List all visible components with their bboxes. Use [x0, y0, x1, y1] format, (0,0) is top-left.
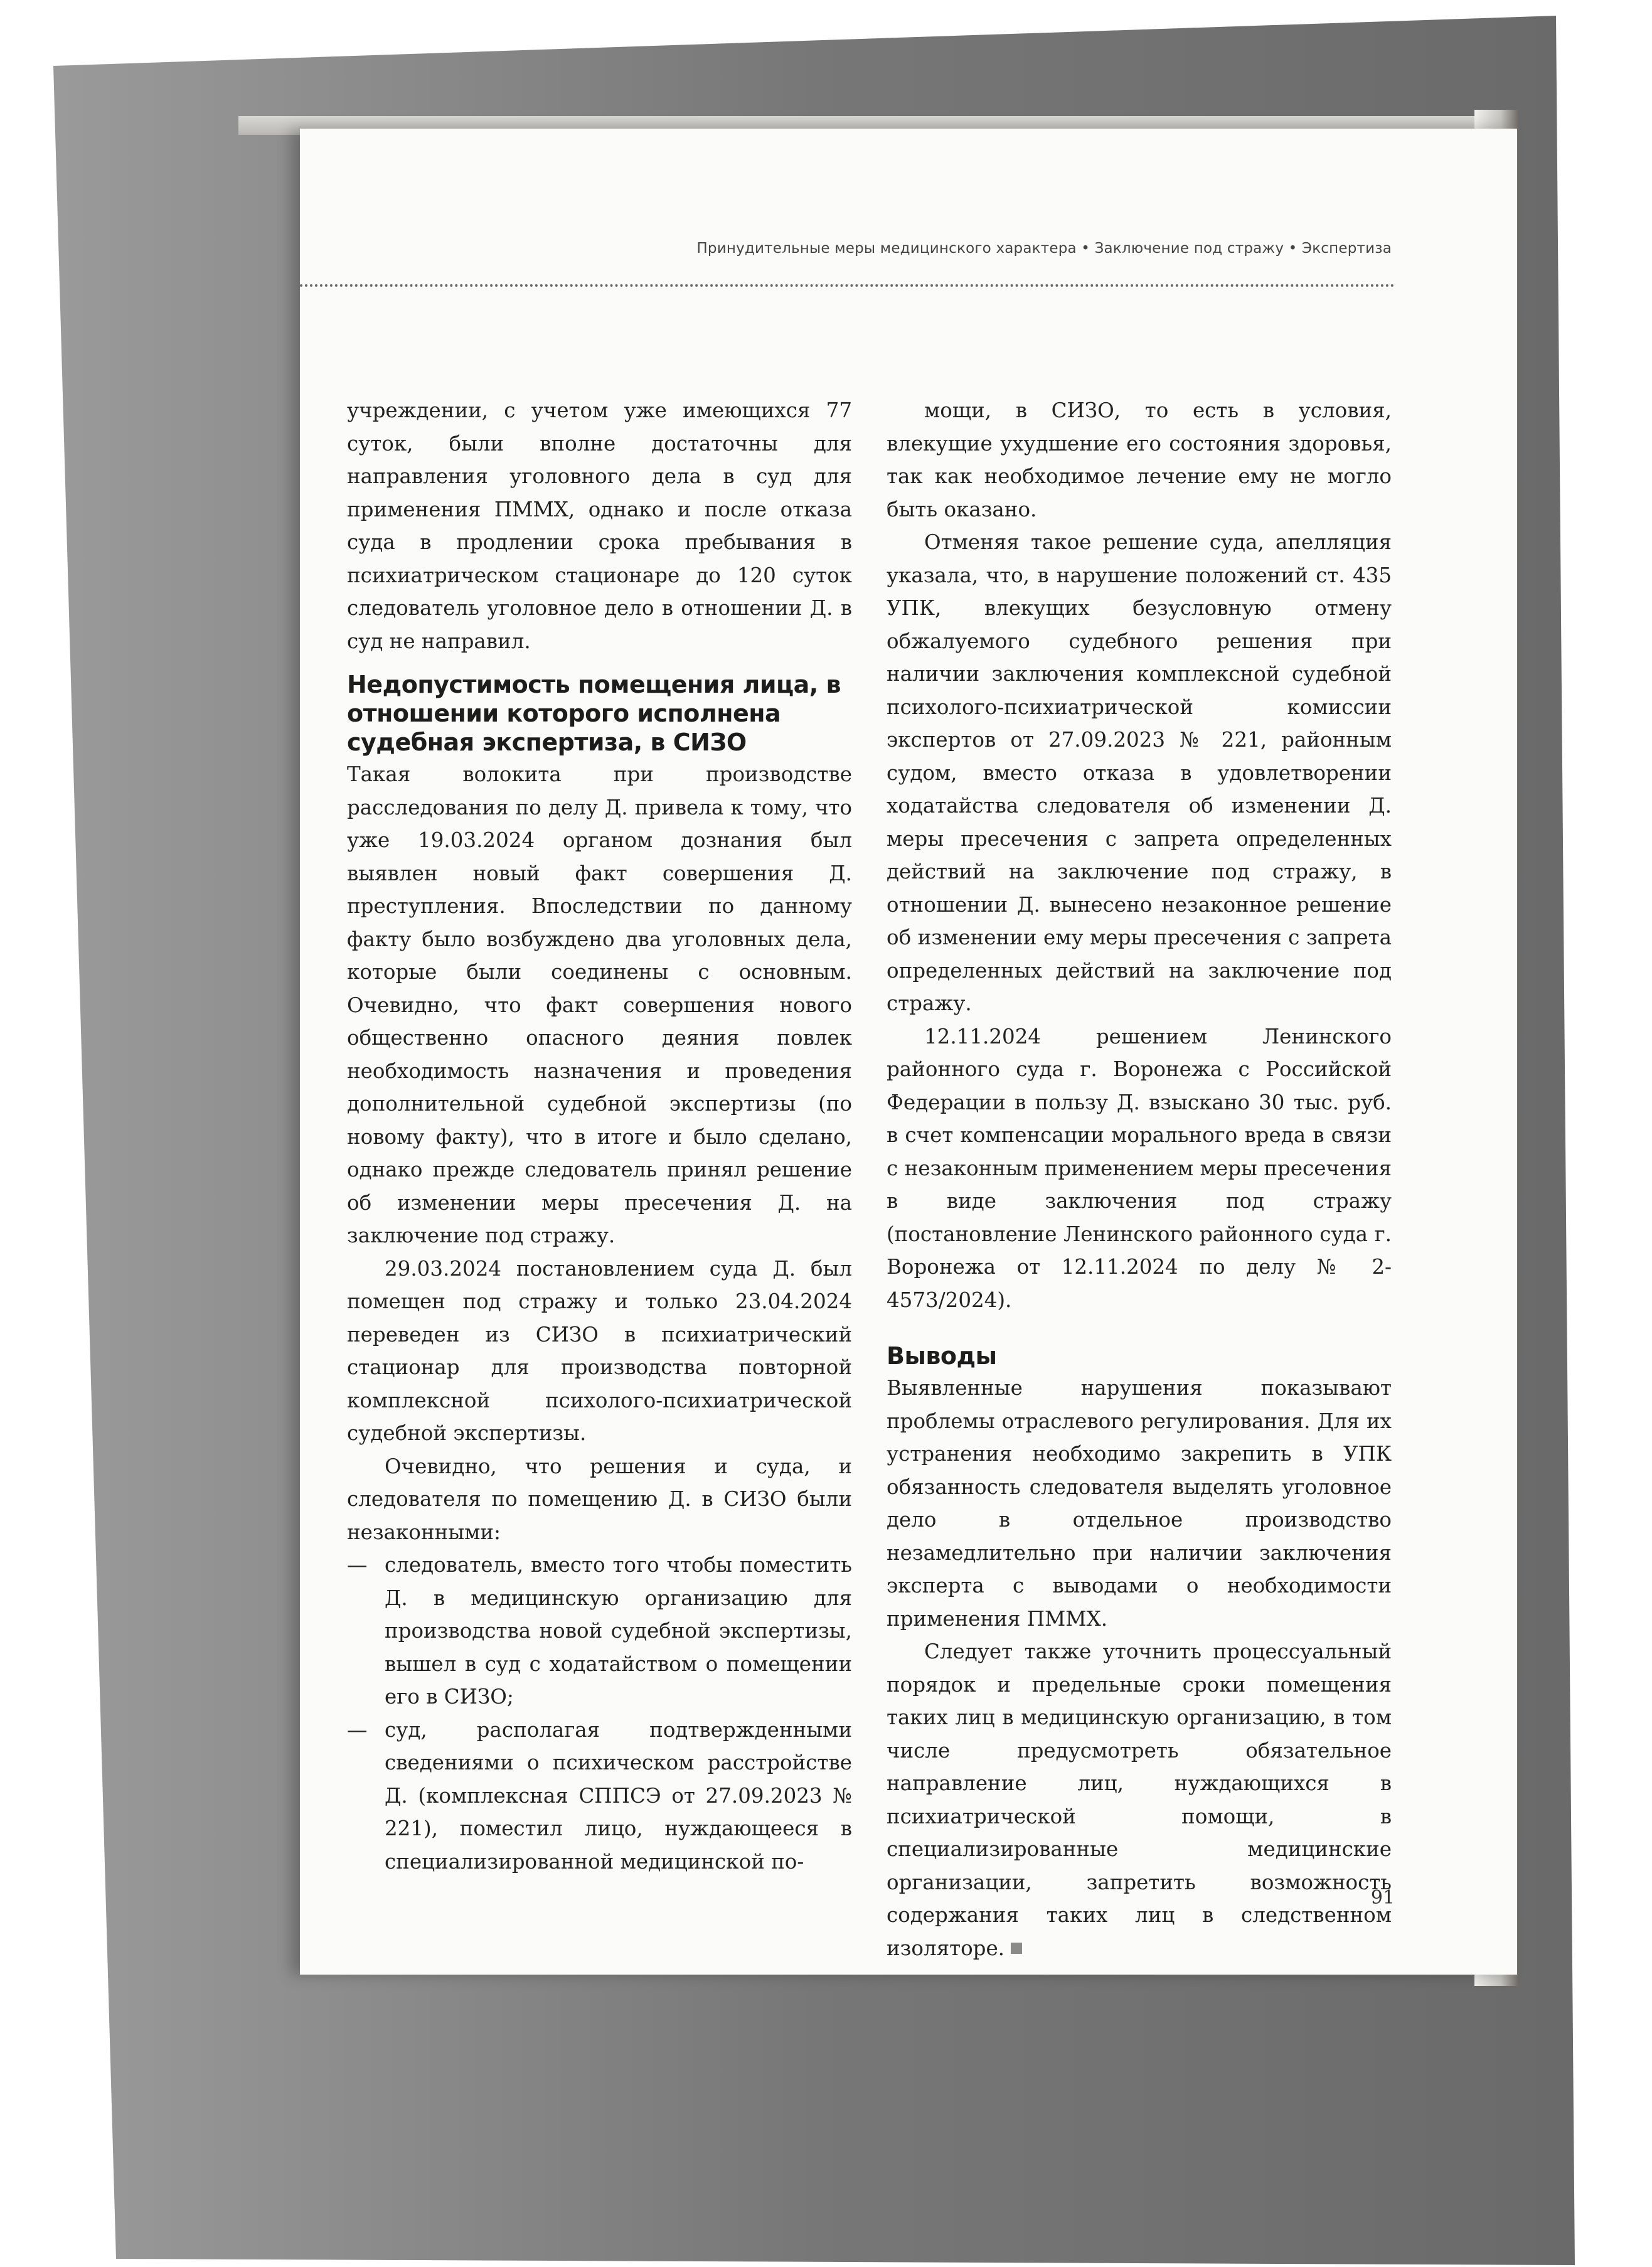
- running-head-rule: [300, 284, 1395, 287]
- paragraph: 12.11.2024 решением Ленинского районного суда г. Воронежа с Российской Федерации в пользу Д. взыскано 30 тыс. руб. в счет компенсации морального вреда в связи с незаконным применением меры пресечения в виде заключения под стражу (постановление Ленинского районного суда г. Воронежа от 12.11.2024 по делу № 2-4573/2024).: [887, 1024, 1392, 1312]
- list-item: [347, 1714, 852, 1879]
- left-column: [347, 394, 852, 1878]
- dash-list: [347, 1549, 852, 1878]
- paragraph: Такая волокита при производстве расследования по делу Д. привела к тому, что уже 19.03.2024 органом дознания был выявлен новый факт совершения Д. преступления. Впоследствии по данному факту было возбуждено два уголовных дела, которые были соединены с основным. Очевидно, что факт совершения нового общественно опасного деяния повлек необходимость назначения и проведения дополнительной судебной экспертизы (по новому факту), что в итоге и было сделано, однако прежде следователь принял решение об изменении меры пресечения Д. на заключение под стражу.: [347, 762, 852, 1247]
- list-item-text: следователь, вместо того чтобы поместить Д. в медицинскую организацию для производства новой судебной экспертизы, вышел в суд с ходатайством о помещении его в СИЗО;: [385, 1553, 852, 1709]
- page-number: 91: [1370, 1887, 1395, 1909]
- paragraph: Очевидно, что решения и суда, и следователя по помещению Д. в СИЗО были незаконными:: [347, 1454, 852, 1544]
- paragraph: учреждении, с учетом уже имеющихся 77 суток, были вполне достаточны для направления уголовного дела в суд для применения ПММХ, однако и после отказа суда в продлении срока пребывания в психиатрическом стационаре до 120 суток следователь уголовное дело в отношении Д. в суд не направил.: [347, 398, 852, 653]
- end-of-article-square-icon: [1011, 1943, 1022, 1954]
- paragraph: 29.03.2024 постановлением суда Д. был помещен под стражу и только 23.04.2024 переведен из СИЗО в психиатрический стационар для производства повторной комплексной психолого-психиатрической судебной экспертизы.: [347, 1256, 852, 1445]
- list-dash: —: [347, 1717, 368, 1742]
- section-heading: Недопустимость помещения лица, в отношении которого исполнена судебная экспертиза, в СИЗО: [347, 671, 841, 756]
- list-dash: —: [347, 1553, 368, 1577]
- paragraph: Отменяя такое решение суда, апелляция указала, что, в нарушение положений ст. 435 УПК, влекущих безусловную отмену обжалуемого судебного решения при наличии заключения комплексной судебной психолого-психиатрической комиссии экспертов от 27.09.2023 № 221, районным судом, вместо отказа в удовлетворении ходатайства следователя об изменении Д. меры пресечения с запрета определенных действий на заключение под стражу, в отношении Д. вынесено незаконное решение об изменении ему меры пресечения с запрета определенных действий на заключение под стражу.: [887, 530, 1392, 1015]
- paragraph: [887, 1635, 1392, 1965]
- paragraph: мощи, в СИЗО, то есть в условия, влекущие ухудшение его состояния здоровья, так как необходимое лечение ему не могло быть оказано.: [887, 398, 1392, 521]
- list-item-text: суд, располагая подтвержденными сведениями о психическом расстройстве Д. (комплексная СППСЭ от 27.09.2023 № 221), поместил лицо, нуждающееся в специализированной медицинской по-: [385, 1717, 852, 1874]
- running-head: Принудительные меры медицинского характера • Заключение под стражу • Экспертиза: [696, 240, 1392, 257]
- list-item: [347, 1549, 852, 1714]
- paragraph: Выявленные нарушения показывают проблемы отраслевого регулирования. Для их устранения необходимо закрепить в УПК обязанность следователя выделять уголовное дело в отдельное производство незамедлительно при наличии заключения эксперта с выводами о необходимости применения ПММХ.: [887, 1376, 1392, 1631]
- section-heading: Выводы: [887, 1342, 997, 1370]
- paragraph-text: Следует также уточнить процессуальный порядок и предельные сроки помещения таких лиц в медицинскую организацию, в том числе предусмотреть обязательное направление лиц, нуждающихся в психиатрической помощи, в специализированные медицинские организации, запретить возможность содержания таких лиц в следственном изоляторе.: [887, 1640, 1392, 1960]
- right-column: [887, 394, 1392, 1965]
- book-page: [300, 129, 1517, 1975]
